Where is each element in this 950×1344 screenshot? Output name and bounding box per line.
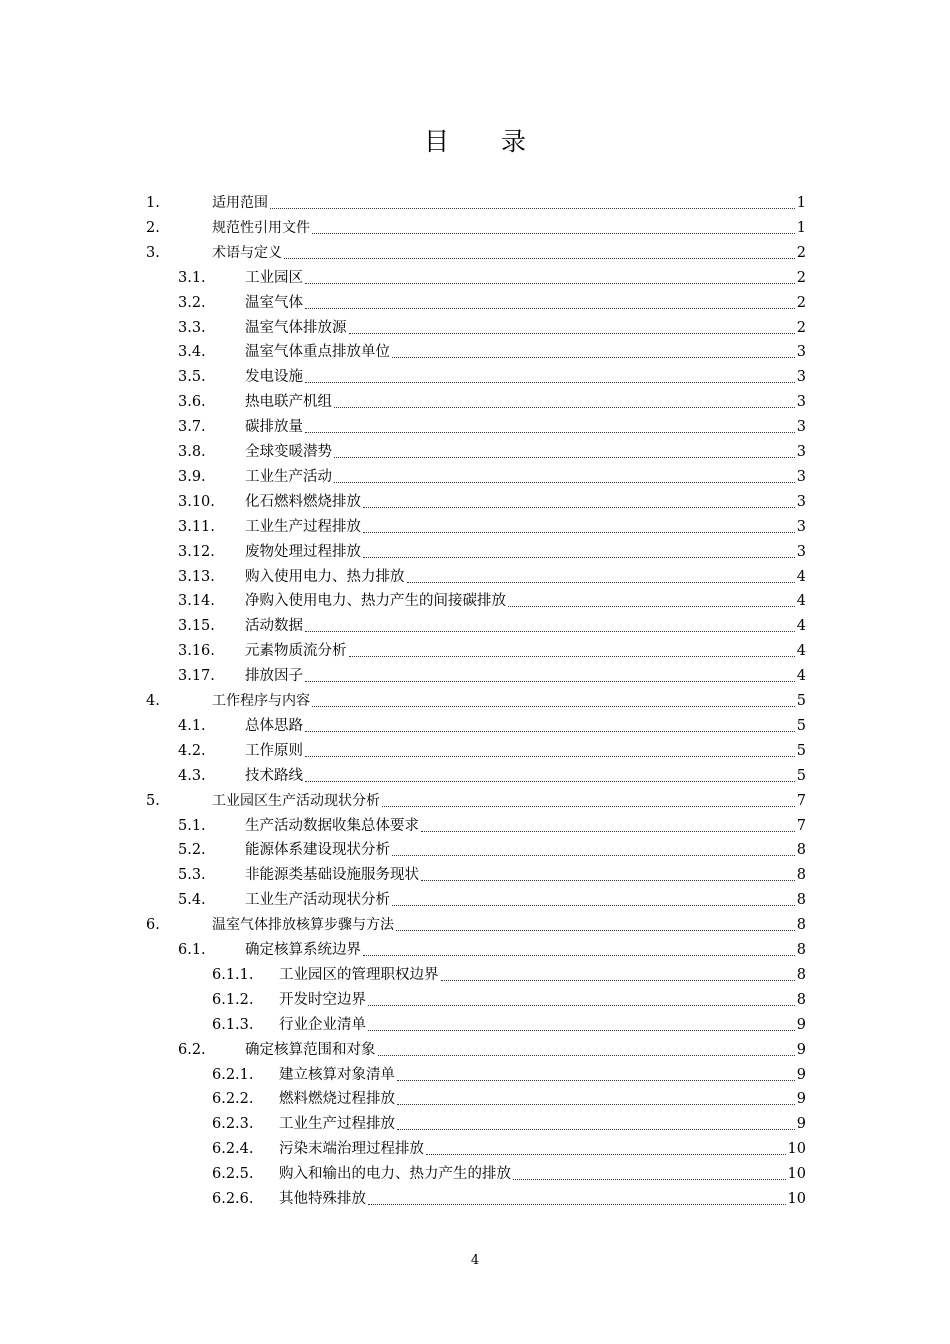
toc-entry[interactable]	[0, 1061, 950, 1085]
toc-entry-page: 4	[796, 568, 806, 585]
toc-entry-title: 非能源类基础设施服务现状	[245, 867, 419, 884]
toc-dot-leader	[508, 606, 795, 607]
toc-entry-number: 6.1.1.	[212, 966, 254, 983]
toc-entry-title: 生产活动数据收集总体要求	[245, 817, 419, 834]
toc-entry-number: 6.2.4.	[212, 1141, 254, 1158]
toc-entry-page: 7	[796, 817, 806, 834]
toc-entry-title: 温室气体排放源	[245, 319, 347, 336]
toc-entry-page: 8	[796, 892, 806, 909]
toc-entry[interactable]	[0, 712, 950, 736]
toc-entry-number: 6.2.2.	[212, 1091, 254, 1108]
toc-entry[interactable]	[0, 1135, 950, 1159]
page-title: 目 录	[424, 127, 548, 156]
toc-entry-page: 3	[796, 394, 806, 411]
toc-entry-page: 5	[796, 742, 806, 759]
toc-entry-page: 4	[796, 668, 806, 685]
toc-entry[interactable]	[0, 189, 950, 213]
toc-entry-title: 工业生产过程排放	[245, 518, 361, 535]
toc-entry-number: 4.2.	[178, 742, 206, 759]
toc-entry[interactable]	[0, 762, 950, 786]
toc-dot-leader	[349, 656, 795, 657]
toc-entry-page: 2	[796, 269, 806, 286]
toc-entry-page: 8	[796, 867, 806, 884]
toc-entry[interactable]	[0, 886, 950, 910]
toc-entry-number: 5.1.	[178, 817, 206, 834]
toc-dot-leader	[270, 208, 795, 209]
toc-entry-number: 2.	[146, 219, 160, 236]
page-number: 4	[470, 1253, 480, 1268]
toc-entry[interactable]	[0, 488, 950, 512]
toc-entry-page: 8	[796, 942, 806, 958]
toc-entry-title: 确定核算范围和对象	[245, 1041, 376, 1058]
toc-entry-title: 建立核算对象清单	[279, 1066, 395, 1083]
toc-entry[interactable]	[0, 1036, 950, 1060]
toc-entry-title: 碳排放量	[245, 419, 303, 436]
toc-entry[interactable]	[0, 662, 950, 686]
toc-entry[interactable]	[0, 587, 950, 611]
toc-entry-number: 3.13.	[178, 568, 215, 585]
toc-entry-number: 6.1.2.	[212, 991, 254, 1008]
toc-entry[interactable]	[0, 836, 950, 860]
toc-entry-title: 发电设施	[245, 369, 303, 386]
toc-dot-leader	[312, 706, 795, 707]
toc-entry-number: 4.1.	[178, 717, 206, 734]
toc-entry-page: 10	[787, 1166, 806, 1183]
toc-entry[interactable]	[0, 1085, 950, 1109]
toc-entry[interactable]	[0, 986, 950, 1010]
toc-dot-leader	[312, 233, 795, 234]
toc-entry[interactable]	[0, 612, 950, 636]
toc-entry-page: 4	[796, 643, 806, 660]
toc-entry-title: 开发时空边界	[279, 991, 366, 1008]
toc-entry-number: 3.2.	[178, 294, 206, 311]
toc-dot-leader	[382, 806, 795, 807]
toc-dot-leader	[305, 756, 795, 757]
toc-entry-number: 5.3.	[178, 867, 206, 884]
toc-entry-title: 工业园区生产活动现状分析	[212, 792, 380, 809]
toc-entry-page: 2	[796, 244, 806, 261]
toc-entry-number: 6.	[146, 917, 160, 934]
toc-entry-page: 3	[796, 543, 806, 560]
toc-dot-leader	[305, 283, 795, 284]
toc-entry[interactable]	[0, 338, 950, 362]
toc-entry-title: 总体思路	[245, 717, 303, 734]
toc-entry-page: 3	[796, 468, 806, 485]
toc-entry-page: 1	[796, 219, 806, 236]
toc-dot-leader	[397, 1104, 795, 1105]
toc-entry[interactable]	[0, 538, 950, 562]
toc-entry-number: 4.	[146, 693, 160, 709]
toc-entry[interactable]	[0, 1011, 950, 1035]
toc-entry-title: 确定核算系统边界	[245, 942, 361, 958]
toc-entry[interactable]	[0, 513, 950, 537]
toc-entry[interactable]	[0, 737, 950, 761]
toc-dot-leader	[392, 357, 795, 358]
toc-dot-leader	[363, 557, 795, 558]
toc-entry[interactable]	[0, 388, 950, 412]
toc-entry[interactable]	[0, 463, 950, 487]
toc-dot-leader	[368, 1005, 795, 1006]
toc-entry-page: 10	[787, 1141, 806, 1158]
toc-dot-leader	[363, 532, 795, 533]
toc-dot-leader	[368, 1204, 786, 1205]
toc-entry[interactable]	[0, 314, 950, 338]
toc-entry-title: 燃料燃烧过程排放	[279, 1091, 395, 1108]
toc-entry-number: 3.16.	[178, 643, 215, 660]
toc-entry-number: 6.2.1.	[212, 1066, 254, 1083]
toc-entry-number: 3.15.	[178, 618, 215, 635]
toc-entry-title: 全球变暖潜势	[245, 444, 332, 460]
toc-entry-page: 8	[796, 991, 806, 1008]
toc-dot-leader	[305, 681, 795, 682]
toc-dot-leader	[397, 1129, 795, 1130]
toc-entry[interactable]	[0, 812, 950, 836]
toc-entry-number: 3.11.	[178, 518, 215, 535]
toc-entry-title: 工作程序与内容	[212, 693, 310, 709]
toc-entry-title: 工业园区的管理职权边界	[279, 966, 439, 983]
toc-entry-page: 2	[796, 319, 806, 336]
toc-entry-number: 6.2.	[178, 1041, 206, 1058]
toc-entry-number: 6.2.5.	[212, 1166, 254, 1183]
toc-entry-title: 温室气体重点排放单位	[245, 344, 390, 361]
toc-entry-title: 工业生产活动现状分析	[245, 892, 390, 909]
toc-entry[interactable]	[0, 961, 950, 985]
toc-dot-leader	[426, 1154, 786, 1155]
toc-entry-page: 3	[796, 518, 806, 535]
toc-dot-leader	[363, 507, 795, 508]
toc-entry-page: 9	[796, 1091, 806, 1108]
toc-entry-page: 9	[796, 1041, 806, 1058]
toc-entry-page: 4	[796, 593, 806, 610]
toc-entry-title: 活动数据	[245, 618, 303, 635]
toc-entry-number: 3.1.	[178, 269, 206, 286]
toc-entry-title: 能源体系建设现状分析	[245, 842, 390, 859]
toc-dot-leader	[421, 880, 795, 881]
toc-entry-title: 其他特殊排放	[279, 1191, 366, 1207]
toc-entry-title: 购入和输出的电力、热力产生的排放	[279, 1166, 511, 1183]
toc-dot-leader	[305, 731, 795, 732]
toc-dot-leader	[513, 1179, 786, 1180]
toc-entry-page: 4	[796, 618, 806, 635]
toc-entry-title: 化石燃料燃烧排放	[245, 493, 361, 510]
toc-entry-number: 5.2.	[178, 842, 206, 859]
toc-entry[interactable]	[0, 1160, 950, 1184]
toc-dot-leader	[305, 432, 795, 433]
toc-dot-leader	[334, 482, 795, 483]
toc-dot-leader	[378, 1055, 795, 1056]
toc-entry-number: 5.4.	[178, 892, 206, 909]
toc-dot-leader	[368, 1030, 795, 1031]
toc-entry-page: 1	[796, 195, 806, 211]
toc-entry-page: 3	[796, 369, 806, 386]
toc-entry-number: 6.2.6.	[212, 1191, 254, 1207]
toc-dot-leader	[421, 831, 795, 832]
toc-entry[interactable]	[0, 438, 950, 462]
toc-entry-number: 3.8.	[178, 444, 206, 460]
toc-entry-number: 3.10.	[178, 493, 215, 510]
toc-entry-number: 6.1.	[178, 942, 206, 958]
toc-entry-title: 购入使用电力、热力排放	[245, 568, 405, 585]
toc-entry-title: 工业园区	[245, 269, 303, 286]
toc-entry-title: 污染末端治理过程排放	[279, 1141, 424, 1158]
toc-entry-page: 8	[796, 842, 806, 859]
toc-dot-leader	[407, 582, 795, 583]
toc-entry-title: 规范性引用文件	[212, 219, 310, 236]
toc-entry-page: 7	[796, 792, 806, 809]
toc-dot-leader	[305, 631, 795, 632]
toc-entry[interactable]	[0, 239, 950, 263]
toc-entry[interactable]	[0, 264, 950, 288]
toc-entry-number: 1.	[146, 195, 160, 211]
toc-entry[interactable]	[0, 214, 950, 238]
toc-entry-title: 元素物质流分析	[245, 643, 347, 660]
toc-entry-page: 8	[796, 917, 806, 934]
toc-entry-title: 工作原则	[245, 742, 303, 759]
toc-dot-leader	[397, 1080, 795, 1081]
toc-dot-leader	[284, 258, 795, 259]
toc-entry[interactable]	[0, 911, 950, 935]
toc-entry[interactable]	[0, 787, 950, 811]
toc-dot-leader	[334, 457, 795, 458]
toc-entry-title: 工业生产过程排放	[279, 1116, 395, 1133]
toc-entry-number: 3.17.	[178, 668, 215, 685]
toc-entry[interactable]	[0, 1185, 950, 1209]
toc-entry-page: 2	[796, 294, 806, 311]
toc-entry-number: 3.4.	[178, 344, 206, 361]
toc-entry-number: 3.9.	[178, 468, 206, 485]
toc-entry-number: 3.14.	[178, 593, 215, 610]
toc-entry[interactable]	[0, 1110, 950, 1134]
toc-entry-title: 温室气体	[245, 294, 303, 311]
toc-entry-number: 5.	[146, 792, 160, 809]
toc-entry-page: 9	[796, 1066, 806, 1083]
toc-dot-leader	[441, 980, 795, 981]
toc-dot-leader	[305, 382, 795, 383]
toc-entry[interactable]	[0, 563, 950, 587]
toc-entry-page: 8	[796, 966, 806, 983]
toc-entry-number: 6.1.3.	[212, 1016, 254, 1033]
toc-entry-title: 热电联产机组	[245, 394, 332, 411]
toc-entry-title: 行业企业清单	[279, 1016, 366, 1033]
toc-entry-number: 3.6.	[178, 394, 206, 411]
toc-entry-page: 9	[796, 1116, 806, 1133]
toc-entry[interactable]	[0, 413, 950, 437]
toc-entry-number: 6.2.3.	[212, 1116, 254, 1133]
toc-dot-leader	[363, 955, 795, 956]
toc-entry-title: 废物处理过程排放	[245, 543, 361, 560]
toc-entry-page: 3	[796, 419, 806, 436]
toc-dot-leader	[349, 333, 795, 334]
toc-entry-number: 3.5.	[178, 369, 206, 386]
toc-entry-page: 3	[796, 493, 806, 510]
toc-entry-page: 10	[787, 1191, 806, 1207]
toc-entry-title: 技术路线	[245, 767, 303, 784]
toc-entry-number: 3.	[146, 244, 160, 261]
toc-entry-page: 5	[796, 693, 806, 709]
toc-dot-leader	[334, 407, 795, 408]
toc-entry[interactable]	[0, 363, 950, 387]
toc-entry[interactable]	[0, 936, 950, 960]
toc-dot-leader	[396, 930, 795, 931]
toc-entry-number: 4.3.	[178, 767, 206, 784]
toc-entry-number: 3.12.	[178, 543, 215, 560]
toc-dot-leader	[392, 855, 795, 856]
toc-dot-leader	[392, 905, 795, 906]
toc-entry-title: 工业生产活动	[245, 468, 332, 485]
toc-dot-leader	[305, 781, 795, 782]
toc-entry[interactable]	[0, 687, 950, 711]
toc-entry-title: 排放因子	[245, 668, 303, 685]
toc-entry-title: 术语与定义	[212, 244, 282, 261]
toc-entry[interactable]	[0, 637, 950, 661]
toc-dot-leader	[305, 308, 795, 309]
toc-entry-number: 3.7.	[178, 419, 206, 436]
toc-entry[interactable]	[0, 289, 950, 313]
toc-entry-title: 温室气体排放核算步骤与方法	[212, 917, 394, 934]
toc-entry-page: 9	[796, 1016, 806, 1033]
toc-entry-page: 5	[796, 717, 806, 734]
toc-entry-title: 净购入使用电力、热力产生的间接碳排放	[245, 593, 506, 610]
toc-entry-page: 3	[796, 444, 806, 460]
toc-entry[interactable]	[0, 861, 950, 885]
toc-entry-number: 3.3.	[178, 319, 206, 336]
toc-entry-title: 适用范围	[212, 195, 268, 211]
toc-entry-page: 5	[796, 767, 806, 784]
toc-entry-page: 3	[796, 344, 806, 361]
